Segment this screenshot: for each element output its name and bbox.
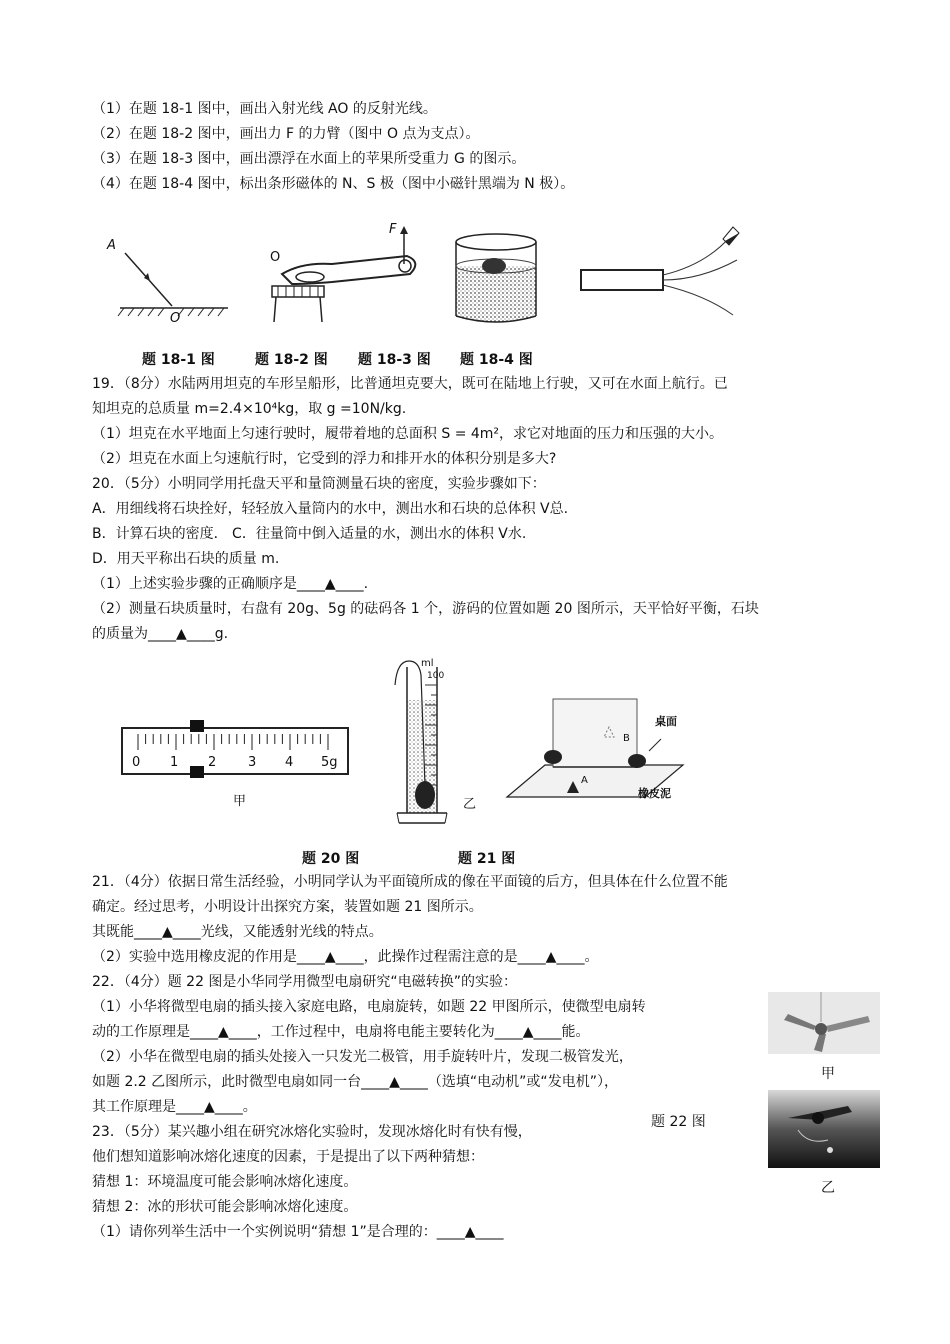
q23-line-1: 23．（5分）某兴趣小组在研究冰熔化实验时，发现冰熔化时有快有慢， xyxy=(92,1124,532,1140)
label-22-yi: 乙 xyxy=(821,1180,835,1196)
q19-line-3: （1）坦克在水平地面上匀速行驶时，履带着地的总面积 S = 4m²，求它对地面的压力和压强的大小。 xyxy=(92,426,724,442)
label-a: A xyxy=(107,238,116,253)
q23-line-5: （1）请你列举生活中一个实例说明“猜想 1”是合理的：____▲____ xyxy=(92,1224,504,1240)
q22-line-5: 如题 2.2 乙图所示，此时微型电扇如同一台____▲____（选填“电动机”或“发电机”）， xyxy=(92,1074,618,1090)
label-yi: 乙 xyxy=(463,797,477,812)
caption-18-2: 题 18-2 图 xyxy=(255,352,328,368)
photo-22-jia xyxy=(768,992,880,1054)
q19-line-2: 知坦克的总质量 m=2.4×10⁴kg，取 g =10N/kg. xyxy=(92,401,407,417)
q18-item-1: （1）在题 18-1 图中，画出入射光线 AO 的反射光线。 xyxy=(92,101,437,117)
caption-22: 题 22 图 xyxy=(651,1114,706,1130)
label-o: O xyxy=(170,311,181,326)
q22-line-4: （2）小华在微型电扇的插头处接入一只发光二极管，用手旋转叶片，发现二极管发光， xyxy=(92,1049,633,1065)
caption-21: 题 21 图 xyxy=(458,851,516,867)
caption-18-4: 题 18-4 图 xyxy=(460,352,533,368)
q20-line-5: （1）上述实验步骤的正确顺序是____▲____. xyxy=(92,576,369,592)
q22-line-3: 动的工作原理是____▲____，工作过程中，电扇将电能主要转化为____▲____能。 xyxy=(92,1024,590,1040)
ruler-label-4: 4 xyxy=(285,755,294,770)
label-desk: 桌面 xyxy=(655,715,677,728)
q22-line-1: 22．（4分）题 22 图是小华同学用微型电扇研究“电磁转换”的实验： xyxy=(92,974,517,990)
ruler-label-1: 1 xyxy=(170,755,179,770)
q20-line-2: A．用细线将石块拴好，轻轻放入量筒内的水中，测出水和石块的总体积 V总. xyxy=(92,501,569,517)
figure-20-cylinder xyxy=(385,655,485,830)
q20-line-7: 的质量为____▲____g. xyxy=(92,626,229,642)
q18-item-2: （2）在题 18-2 图中，画出力 F 的力臂（图中 O 点为支点）。 xyxy=(92,126,480,142)
label-a: A xyxy=(581,775,588,786)
ruler-label-0: 0 xyxy=(132,755,141,770)
figure-21 xyxy=(505,695,705,810)
ruler-label-5: 5g xyxy=(321,755,338,770)
caption-18-1: 题 18-1 图 xyxy=(142,352,215,368)
figure-20-ruler xyxy=(118,720,358,810)
q20-line-3: B．计算石块的密度． C．往量筒中倒入适量的水，测出水的体积 V水. xyxy=(92,526,527,542)
ruler-label-2: 2 xyxy=(208,755,217,770)
q21-line-2: 确定。经过思考，小明设计出探究方案，装置如题 21 图所示。 xyxy=(92,899,483,915)
label-jia: 甲 xyxy=(233,794,247,809)
q18-item-4: （4）在题 18-4 图中，标出条形磁体的 N、S 极（图中小磁针黑端为 N 极）。 xyxy=(92,176,575,192)
q20-line-4: D．用天平称出石块的质量 m. xyxy=(92,551,280,567)
label-clay: 橡皮泥 xyxy=(638,787,671,800)
figure-18-3 xyxy=(450,228,545,328)
q18-item-3: （3）在题 18-3 图中，画出漂浮在水面上的苹果所受重力 G 的图示。 xyxy=(92,151,526,167)
q23-line-3: 猜想 1：环境温度可能会影响冰熔化速度。 xyxy=(92,1174,358,1190)
q23-line-4: 猜想 2：冰的形状可能会影响冰熔化速度。 xyxy=(92,1199,358,1215)
q22-line-2: （1）小华将微型电扇的插头接入家庭电路，电扇旋转，如题 22 甲图所示，使微型电扇转 xyxy=(92,999,646,1015)
q19-line-1: 19．（8分）水陆两用坦克的车形呈船形，比普通坦克要大，既可在陆地上行驶，又可在水面上航行。已 xyxy=(92,376,728,392)
figure-18-2 xyxy=(262,222,432,327)
figure-18-4 xyxy=(575,225,740,325)
cylinder-unit: ml xyxy=(421,658,434,669)
q21-line-3: 其既能____▲____光线，又能透射光线的特点。 xyxy=(92,924,383,940)
label-o: O xyxy=(270,250,281,265)
q22-line-6: 其工作原理是____▲____。 xyxy=(92,1099,257,1115)
q21-line-1: 21．（4分）依据日常生活经验，小明同学认为平面镜所成的像在平面镜的后方，但具体在什么位置不能 xyxy=(92,874,728,890)
q23-line-2: 他们想知道影响冰熔化速度的因素，于是提出了以下两种猜想： xyxy=(92,1149,484,1165)
q20-line-6: （2）测量石块质量时，右盘有 20g、5g 的砝码各 1 个，游码的位置如题 20 图所示，天平恰好平衡，石块 xyxy=(92,601,759,617)
cylinder-max: 100 xyxy=(427,671,445,681)
label-b: B xyxy=(623,733,630,744)
figure-18-1 xyxy=(100,228,240,328)
q20-line-1: 20．（5分）小明同学用托盘天平和量筒测量石块的密度，实验步骤如下： xyxy=(92,476,546,492)
ruler-label-3: 3 xyxy=(248,755,257,770)
q19-line-4: （2）坦克在水面上匀速航行时，它受到的浮力和排开水的体积分别是多大? xyxy=(92,451,557,467)
caption-18-3: 题 18-3 图 xyxy=(358,352,431,368)
label-f: F xyxy=(389,222,397,237)
label-22-jia: 甲 xyxy=(821,1066,835,1082)
photo-22-yi xyxy=(768,1090,880,1168)
caption-20: 题 20 图 xyxy=(302,851,360,867)
q21-line-4: （2）实验中选用橡皮泥的作用是____▲____，此操作过程需注意的是____▲____。 xyxy=(92,949,599,965)
